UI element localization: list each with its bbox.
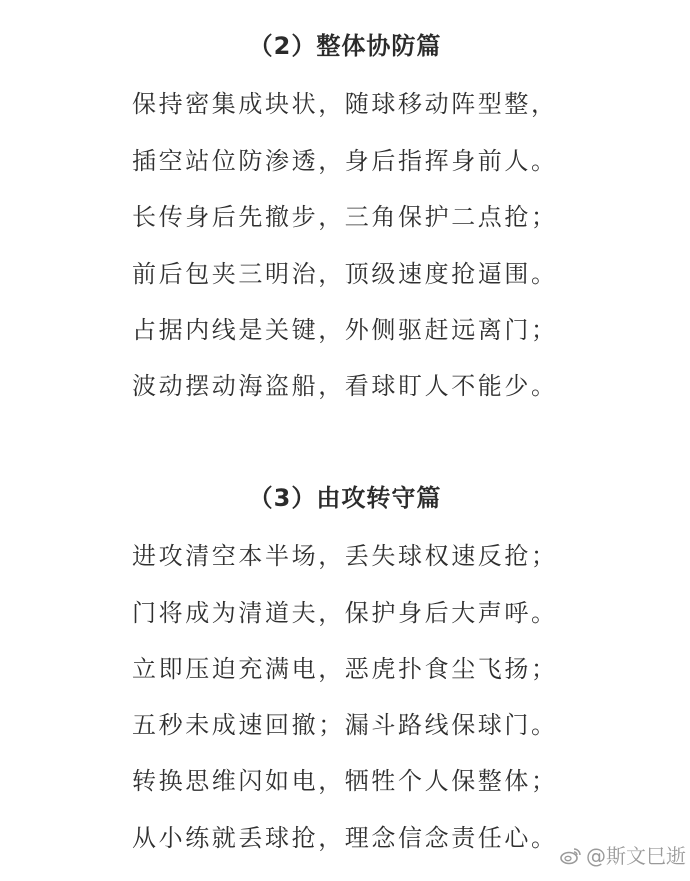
- section-3-line-2: 门将成为清道夫，保护身后大声呼。: [132, 599, 558, 627]
- section-2-line-4: 前后包夹三明治，顶级速度抢逼围。: [132, 260, 558, 288]
- section-2-line-2: 插空站位防渗透，身后指挥身前人。: [132, 147, 558, 175]
- section-2-title: （2）整体协防篇: [248, 32, 442, 60]
- watermark: [560, 840, 686, 869]
- watermark-text: @斯文巳逝: [586, 844, 686, 868]
- section-3-line-6: 从小练就丢球抢，理念信念责任心。: [132, 824, 558, 852]
- section-3-line-3: 立即压迫充满电，恶虎扑食尘飞扬；: [132, 655, 558, 683]
- weibo-logo-icon: [560, 846, 582, 864]
- section-2-line-3: 长传身后先撤步，三角保护二点抢；: [132, 203, 558, 231]
- section-2-line-5: 占据内线是关键，外侧驱赶远离门；: [132, 316, 558, 344]
- section-3-line-1: 进攻清空本半场，丢失球权速反抢；: [132, 542, 558, 570]
- section-3-line-5: 转换思维闪如电，牺牲个人保整体；: [132, 767, 558, 795]
- section-2-line-6: 波动摆动海盗船，看球盯人不能少。: [132, 372, 558, 400]
- section-3-title: （3）由攻转守篇: [248, 484, 442, 512]
- section-2-line-1: 保持密集成块状，随球移动阵型整，: [132, 90, 558, 118]
- section-3-line-4: 五秒未成速回撤；漏斗路线保球门。: [132, 711, 558, 739]
